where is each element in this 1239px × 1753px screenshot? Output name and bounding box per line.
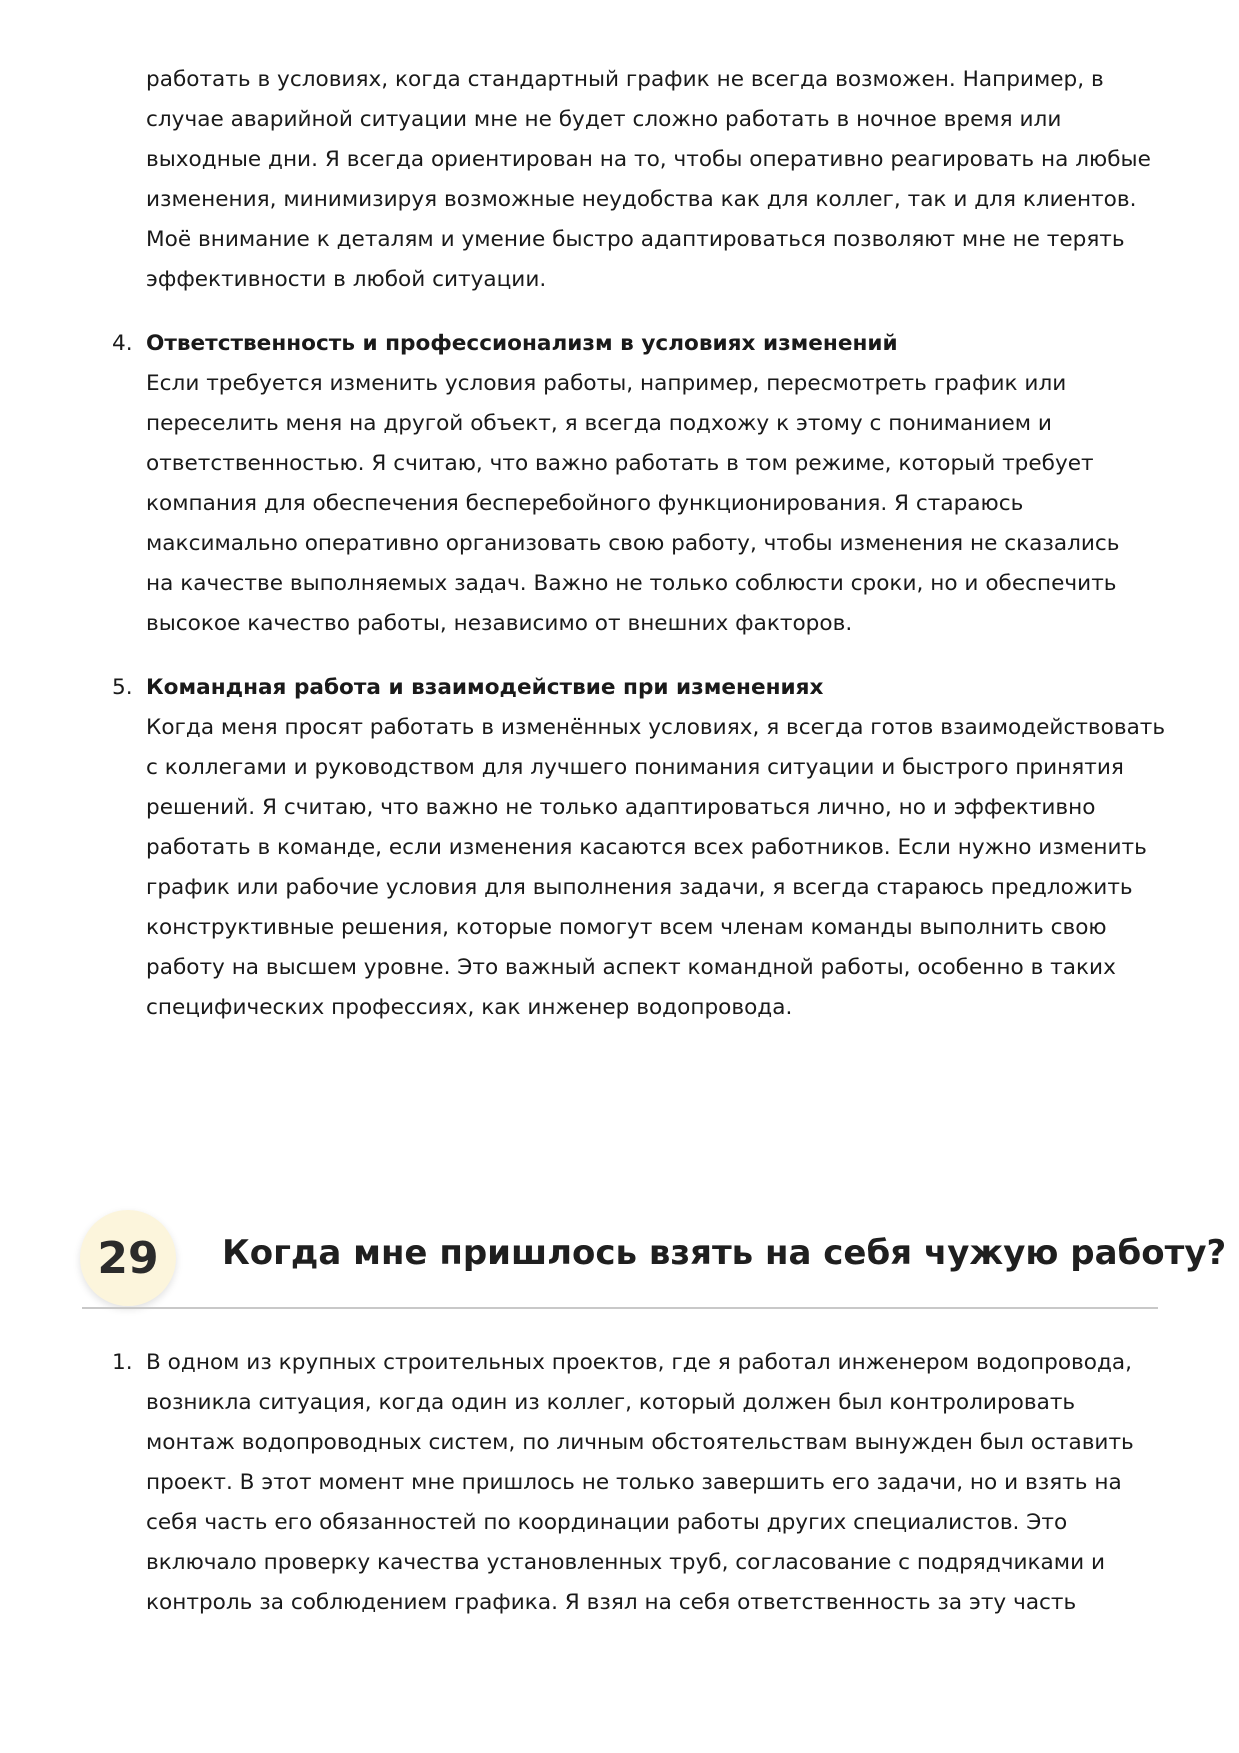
section-number: 29 (97, 1232, 159, 1284)
text-line: В одном из крупных строительных проектов, где я работал инженером водопровода, (146, 1350, 1133, 1375)
text-line: работу на высшем уровне. Это важный аспект командной работы, особенно в таких (146, 955, 1116, 980)
continued-paragraph (146, 60, 1166, 300)
text-line: случае аварийной ситуации мне не будет сложно работать в ночное время или (146, 107, 1062, 132)
text-line: изменения, минимизируя возможные неудобства как для коллег, так и для клиентов. (146, 187, 1137, 212)
text-line: максимально оперативно организовать свою работу, чтобы изменения не сказались (146, 531, 1120, 556)
text-line: контроль за соблюдением графика. Я взял на себя ответственность за эту часть (146, 1590, 1077, 1615)
section-number-badge (80, 1210, 176, 1306)
text-line: Если требуется изменить условия работы, например, пересмотреть график или (146, 371, 1067, 396)
text-line: работать в условиях, когда стандартный график не всегда возможен. Например, в (146, 67, 1104, 92)
list-item-number: 4. (112, 331, 133, 356)
text-line: работать в команде, если изменения касаются всех работников. Если нужно изменить (146, 835, 1147, 860)
text-line: высокое качество работы, независимо от внешних факторов. (146, 611, 853, 636)
text-line: Моё внимание к деталям и умение быстро адаптироваться позволяют мне не терять (146, 227, 1125, 252)
text-line: включало проверку качества установленных труб, согласование с подрядчиками и (146, 1550, 1106, 1575)
list-item-body (146, 708, 1166, 1028)
list-item-title: Командная работа и взаимодействие при изменениях (146, 675, 824, 700)
list-item-number: 1. (112, 1350, 133, 1375)
section-title: Когда мне пришлось взять на себя чужую работу? (222, 1233, 1227, 1273)
text-line: переселить меня на другой объект, я всегда подхожу к этому с пониманием и (146, 411, 1052, 436)
text-line: монтаж водопроводных систем, по личным обстоятельствам вынужден был оставить (146, 1430, 1134, 1455)
list-item-body (146, 1343, 1166, 1623)
text-line: Когда меня просят работать в изменённых условиях, я всегда готов взаимодействовать (146, 715, 1166, 740)
text-line: решений. Я считаю, что важно не только адаптироваться лично, но и эффективно (146, 795, 1096, 820)
section-divider (82, 1307, 1158, 1309)
text-line: выходные дни. Я всегда ориентирован на то, чтобы оперативно реагировать на любые (146, 147, 1151, 172)
text-line: компания для обеспечения бесперебойного функционирования. Я стараюсь (146, 491, 1024, 516)
text-line: проект. В этот момент мне пришлось не только завершить его задачи, но и взять на (146, 1470, 1122, 1495)
text-line: возникла ситуация, когда один из коллег, который должен был контролировать (146, 1390, 1076, 1415)
list-item-body (146, 364, 1166, 644)
text-line: специфических профессиях, как инженер водопровода. (146, 995, 793, 1020)
list-item-title: Ответственность и профессионализм в условиях изменений (146, 331, 898, 356)
text-line: график или рабочие условия для выполнения задачи, я всегда стараюсь предложить (146, 875, 1133, 900)
text-line: эффективности в любой ситуации. (146, 267, 547, 292)
text-line: на качестве выполняемых задач. Важно не только соблюсти сроки, но и обеспечить (146, 571, 1117, 596)
text-line: себя часть его обязанностей по координации работы других специалистов. Это (146, 1510, 1068, 1535)
text-line: с коллегами и руководством для лучшего понимания ситуации и быстрого принятия (146, 755, 1124, 780)
text-line: ответственностью. Я считаю, что важно работать в том режиме, который требует (146, 451, 1094, 476)
list-item-number: 5. (112, 675, 133, 700)
text-line: конструктивные решения, которые помогут всем членам команды выполнить свою (146, 915, 1107, 940)
